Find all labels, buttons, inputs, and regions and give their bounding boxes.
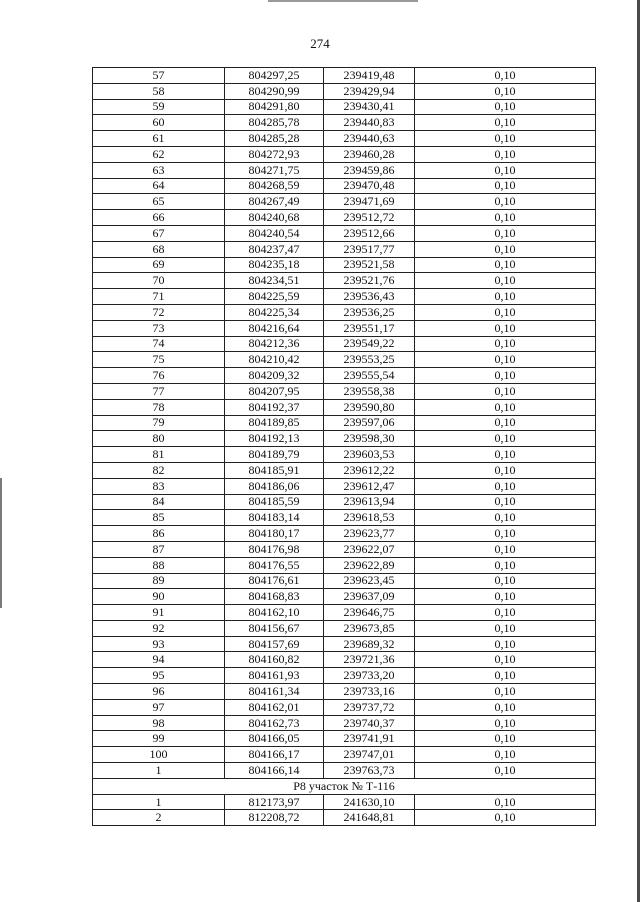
accuracy-cell: 0,10 xyxy=(415,747,596,763)
x-coordinate-cell: 804189,85 xyxy=(225,415,324,431)
table-row xyxy=(93,620,596,636)
point-number-cell: 78 xyxy=(93,399,225,415)
accuracy-cell: 0,10 xyxy=(415,557,596,573)
table-row xyxy=(93,273,596,289)
table-row xyxy=(93,494,596,510)
x-coordinate-cell: 804162,01 xyxy=(225,699,324,715)
y-coordinate-cell: 239763,73 xyxy=(324,763,415,779)
y-coordinate-cell: 241648,81 xyxy=(324,810,415,826)
x-coordinate-cell: 804234,51 xyxy=(225,273,324,289)
accuracy-cell: 0,10 xyxy=(415,99,596,115)
x-coordinate-cell: 804267,49 xyxy=(225,194,324,210)
point-number-cell: 58 xyxy=(93,83,225,99)
x-coordinate-cell: 804240,68 xyxy=(225,210,324,226)
accuracy-cell: 0,10 xyxy=(415,320,596,336)
y-coordinate-cell: 241630,10 xyxy=(324,794,415,810)
y-coordinate-cell: 239612,47 xyxy=(324,478,415,494)
point-number-cell: 79 xyxy=(93,415,225,431)
y-coordinate-cell: 239590,80 xyxy=(324,399,415,415)
x-coordinate-cell: 804285,78 xyxy=(225,115,324,131)
x-coordinate-cell: 804162,10 xyxy=(225,605,324,621)
x-coordinate-cell: 804240,54 xyxy=(225,225,324,241)
point-number-cell: 74 xyxy=(93,336,225,352)
y-coordinate-cell: 239622,89 xyxy=(324,557,415,573)
table-row xyxy=(93,810,596,826)
y-coordinate-cell: 239733,20 xyxy=(324,668,415,684)
page-number: 274 xyxy=(310,36,330,51)
x-coordinate-cell: 804210,42 xyxy=(225,352,324,368)
table-row xyxy=(93,320,596,336)
point-number-cell: 95 xyxy=(93,668,225,684)
y-coordinate-cell: 239521,58 xyxy=(324,257,415,273)
accuracy-cell: 0,10 xyxy=(415,494,596,510)
accuracy-cell: 0,10 xyxy=(415,573,596,589)
y-coordinate-cell: 239747,01 xyxy=(324,747,415,763)
point-number-cell: 62 xyxy=(93,146,225,162)
point-number-cell: 76 xyxy=(93,368,225,384)
table-row xyxy=(93,304,596,320)
table-row xyxy=(93,510,596,526)
point-number-cell: 84 xyxy=(93,494,225,510)
accuracy-cell: 0,10 xyxy=(415,83,596,99)
y-coordinate-cell: 239646,75 xyxy=(324,605,415,621)
accuracy-cell: 0,10 xyxy=(415,541,596,557)
point-number-cell: 60 xyxy=(93,115,225,131)
accuracy-cell: 0,10 xyxy=(415,794,596,810)
x-coordinate-cell: 804166,17 xyxy=(225,747,324,763)
table-row xyxy=(93,383,596,399)
point-number-cell: 88 xyxy=(93,557,225,573)
table-row xyxy=(93,652,596,668)
table-row xyxy=(93,541,596,557)
y-coordinate-cell: 239517,77 xyxy=(324,241,415,257)
y-coordinate-cell: 239470,48 xyxy=(324,178,415,194)
x-coordinate-cell: 804162,73 xyxy=(225,715,324,731)
table-row xyxy=(93,731,596,747)
point-number-cell: 93 xyxy=(93,636,225,652)
table-row xyxy=(93,478,596,494)
point-number-cell: 70 xyxy=(93,273,225,289)
x-coordinate-cell: 804168,83 xyxy=(225,589,324,605)
table-row xyxy=(93,668,596,684)
accuracy-cell: 0,10 xyxy=(415,652,596,668)
accuracy-cell: 0,10 xyxy=(415,257,596,273)
y-coordinate-cell: 239551,17 xyxy=(324,320,415,336)
y-coordinate-cell: 239553,25 xyxy=(324,352,415,368)
x-coordinate-cell: 804209,32 xyxy=(225,368,324,384)
point-number-cell: 89 xyxy=(93,573,225,589)
y-coordinate-cell: 239603,53 xyxy=(324,447,415,463)
y-coordinate-cell: 239471,69 xyxy=(324,194,415,210)
table-row xyxy=(93,747,596,763)
x-coordinate-cell: 804156,67 xyxy=(225,620,324,636)
point-number-cell: 92 xyxy=(93,620,225,636)
point-number-cell: 96 xyxy=(93,684,225,700)
point-number-cell: 75 xyxy=(93,352,225,368)
x-coordinate-cell: 804176,61 xyxy=(225,573,324,589)
y-coordinate-cell: 239733,16 xyxy=(324,684,415,700)
x-coordinate-cell: 804157,69 xyxy=(225,636,324,652)
x-coordinate-cell: 804192,37 xyxy=(225,399,324,415)
y-coordinate-cell: 239512,72 xyxy=(324,210,415,226)
x-coordinate-cell: 804176,98 xyxy=(225,541,324,557)
x-coordinate-cell: 804185,91 xyxy=(225,462,324,478)
point-number-cell: 80 xyxy=(93,431,225,447)
table-row xyxy=(93,99,596,115)
y-coordinate-cell: 239419,48 xyxy=(324,68,415,84)
x-coordinate-cell: 804160,82 xyxy=(225,652,324,668)
point-number-cell: 64 xyxy=(93,178,225,194)
x-coordinate-cell: 804291,80 xyxy=(225,99,324,115)
point-number-cell: 65 xyxy=(93,194,225,210)
point-number-cell: 69 xyxy=(93,257,225,273)
x-coordinate-cell: 804268,59 xyxy=(225,178,324,194)
x-coordinate-cell: 804285,28 xyxy=(225,131,324,147)
x-coordinate-cell: 804271,75 xyxy=(225,162,324,178)
x-coordinate-cell: 804272,93 xyxy=(225,146,324,162)
accuracy-cell: 0,10 xyxy=(415,699,596,715)
point-number-cell: 87 xyxy=(93,541,225,557)
accuracy-cell: 0,10 xyxy=(415,273,596,289)
point-number-cell: 90 xyxy=(93,589,225,605)
point-number-cell: 1 xyxy=(93,794,225,810)
point-number-cell: 81 xyxy=(93,447,225,463)
accuracy-cell: 0,10 xyxy=(415,589,596,605)
accuracy-cell: 0,10 xyxy=(415,668,596,684)
accuracy-cell: 0,10 xyxy=(415,241,596,257)
y-coordinate-cell: 239429,94 xyxy=(324,83,415,99)
table-row xyxy=(93,447,596,463)
point-number-cell: 2 xyxy=(93,810,225,826)
accuracy-cell: 0,10 xyxy=(415,336,596,352)
point-number-cell: 57 xyxy=(93,68,225,84)
x-coordinate-cell: 804176,55 xyxy=(225,557,324,573)
accuracy-cell: 0,10 xyxy=(415,731,596,747)
table-row xyxy=(93,526,596,542)
x-coordinate-cell: 812173,97 xyxy=(225,794,324,810)
accuracy-cell: 0,10 xyxy=(415,510,596,526)
point-number-cell: 73 xyxy=(93,320,225,336)
table-row xyxy=(93,336,596,352)
y-coordinate-cell: 239536,43 xyxy=(324,289,415,305)
accuracy-cell: 0,10 xyxy=(415,210,596,226)
table-row xyxy=(93,241,596,257)
accuracy-cell: 0,10 xyxy=(415,352,596,368)
accuracy-cell: 0,10 xyxy=(415,636,596,652)
point-number-cell: 85 xyxy=(93,510,225,526)
point-number-cell: 67 xyxy=(93,225,225,241)
point-number-cell: 72 xyxy=(93,304,225,320)
table-row xyxy=(93,146,596,162)
point-number-cell: 61 xyxy=(93,131,225,147)
table-row xyxy=(93,431,596,447)
x-coordinate-cell: 804235,18 xyxy=(225,257,324,273)
point-number-cell: 82 xyxy=(93,462,225,478)
accuracy-cell: 0,10 xyxy=(415,68,596,84)
y-coordinate-cell: 239741,91 xyxy=(324,731,415,747)
table-row xyxy=(93,399,596,415)
table-row xyxy=(93,763,596,779)
accuracy-cell: 0,10 xyxy=(415,383,596,399)
scan-top-rule xyxy=(268,0,418,2)
accuracy-cell: 0,10 xyxy=(415,810,596,826)
x-coordinate-cell: 804189,79 xyxy=(225,447,324,463)
y-coordinate-cell: 239440,83 xyxy=(324,115,415,131)
coordinates-table xyxy=(92,67,596,826)
x-coordinate-cell: 804207,95 xyxy=(225,383,324,399)
y-coordinate-cell: 239612,22 xyxy=(324,462,415,478)
point-number-cell: 99 xyxy=(93,731,225,747)
x-coordinate-cell: 804186,06 xyxy=(225,478,324,494)
accuracy-cell: 0,10 xyxy=(415,399,596,415)
x-coordinate-cell: 804185,59 xyxy=(225,494,324,510)
y-coordinate-cell: 239555,54 xyxy=(324,368,415,384)
y-coordinate-cell: 239521,76 xyxy=(324,273,415,289)
accuracy-cell: 0,10 xyxy=(415,115,596,131)
accuracy-cell: 0,10 xyxy=(415,526,596,542)
x-coordinate-cell: 804297,25 xyxy=(225,68,324,84)
x-coordinate-cell: 804180,17 xyxy=(225,526,324,542)
table-row xyxy=(93,257,596,273)
x-coordinate-cell: 804216,64 xyxy=(225,320,324,336)
table-row xyxy=(93,68,596,84)
table-row xyxy=(93,699,596,715)
table-row xyxy=(93,573,596,589)
y-coordinate-cell: 239623,45 xyxy=(324,573,415,589)
y-coordinate-cell: 239558,38 xyxy=(324,383,415,399)
accuracy-cell: 0,10 xyxy=(415,605,596,621)
table-row xyxy=(93,194,596,210)
accuracy-cell: 0,10 xyxy=(415,478,596,494)
table-row xyxy=(93,210,596,226)
point-number-cell: 66 xyxy=(93,210,225,226)
table-row xyxy=(93,715,596,731)
y-coordinate-cell: 239460,28 xyxy=(324,146,415,162)
table-row xyxy=(93,368,596,384)
table-row xyxy=(93,178,596,194)
x-coordinate-cell: 804290,99 xyxy=(225,83,324,99)
accuracy-cell: 0,10 xyxy=(415,194,596,210)
accuracy-cell: 0,10 xyxy=(415,368,596,384)
section-title: Р8 участок № Т-116 xyxy=(93,778,596,794)
point-number-cell: 71 xyxy=(93,289,225,305)
x-coordinate-cell: 804166,14 xyxy=(225,763,324,779)
y-coordinate-cell: 239613,94 xyxy=(324,494,415,510)
accuracy-cell: 0,10 xyxy=(415,225,596,241)
scan-left-edge-mark xyxy=(0,478,2,608)
y-coordinate-cell: 239737,72 xyxy=(324,699,415,715)
section-title-row xyxy=(93,778,596,794)
table-row xyxy=(93,352,596,368)
table-row xyxy=(93,794,596,810)
y-coordinate-cell: 239549,22 xyxy=(324,336,415,352)
y-coordinate-cell: 239623,77 xyxy=(324,526,415,542)
x-coordinate-cell: 804166,05 xyxy=(225,731,324,747)
accuracy-cell: 0,10 xyxy=(415,462,596,478)
x-coordinate-cell: 804225,34 xyxy=(225,304,324,320)
y-coordinate-cell: 239597,06 xyxy=(324,415,415,431)
accuracy-cell: 0,10 xyxy=(415,715,596,731)
accuracy-cell: 0,10 xyxy=(415,763,596,779)
accuracy-cell: 0,10 xyxy=(415,620,596,636)
y-coordinate-cell: 239618,53 xyxy=(324,510,415,526)
point-number-cell: 100 xyxy=(93,747,225,763)
y-coordinate-cell: 239673,85 xyxy=(324,620,415,636)
table-row xyxy=(93,557,596,573)
x-coordinate-cell: 804225,59 xyxy=(225,289,324,305)
coordinates-table-body xyxy=(93,68,596,826)
accuracy-cell: 0,10 xyxy=(415,415,596,431)
table-row xyxy=(93,115,596,131)
accuracy-cell: 0,10 xyxy=(415,289,596,305)
table-row xyxy=(93,636,596,652)
point-number-cell: 94 xyxy=(93,652,225,668)
accuracy-cell: 0,10 xyxy=(415,684,596,700)
point-number-cell: 98 xyxy=(93,715,225,731)
table-row xyxy=(93,462,596,478)
accuracy-cell: 0,10 xyxy=(415,178,596,194)
y-coordinate-cell: 239721,36 xyxy=(324,652,415,668)
point-number-cell: 59 xyxy=(93,99,225,115)
point-number-cell: 68 xyxy=(93,241,225,257)
accuracy-cell: 0,10 xyxy=(415,146,596,162)
x-coordinate-cell: 804212,36 xyxy=(225,336,324,352)
point-number-cell: 86 xyxy=(93,526,225,542)
point-number-cell: 63 xyxy=(93,162,225,178)
point-number-cell: 91 xyxy=(93,605,225,621)
y-coordinate-cell: 239430,41 xyxy=(324,99,415,115)
x-coordinate-cell: 804237,47 xyxy=(225,241,324,257)
accuracy-cell: 0,10 xyxy=(415,431,596,447)
y-coordinate-cell: 239598,30 xyxy=(324,431,415,447)
table-row xyxy=(93,83,596,99)
table-row xyxy=(93,289,596,305)
y-coordinate-cell: 239440,63 xyxy=(324,131,415,147)
accuracy-cell: 0,10 xyxy=(415,162,596,178)
table-row xyxy=(93,225,596,241)
table-row xyxy=(93,684,596,700)
y-coordinate-cell: 239689,32 xyxy=(324,636,415,652)
table-row xyxy=(93,605,596,621)
y-coordinate-cell: 239512,66 xyxy=(324,225,415,241)
x-coordinate-cell: 804161,93 xyxy=(225,668,324,684)
y-coordinate-cell: 239536,25 xyxy=(324,304,415,320)
y-coordinate-cell: 239459,86 xyxy=(324,162,415,178)
point-number-cell: 97 xyxy=(93,699,225,715)
accuracy-cell: 0,10 xyxy=(415,304,596,320)
table-row xyxy=(93,415,596,431)
point-number-cell: 83 xyxy=(93,478,225,494)
y-coordinate-cell: 239622,07 xyxy=(324,541,415,557)
accuracy-cell: 0,10 xyxy=(415,131,596,147)
table-row xyxy=(93,162,596,178)
y-coordinate-cell: 239740,37 xyxy=(324,715,415,731)
point-number-cell: 1 xyxy=(93,763,225,779)
table-row xyxy=(93,589,596,605)
y-coordinate-cell: 239637,09 xyxy=(324,589,415,605)
x-coordinate-cell: 804192,13 xyxy=(225,431,324,447)
x-coordinate-cell: 804183,14 xyxy=(225,510,324,526)
accuracy-cell: 0,10 xyxy=(415,447,596,463)
x-coordinate-cell: 812208,72 xyxy=(225,810,324,826)
point-number-cell: 77 xyxy=(93,383,225,399)
x-coordinate-cell: 804161,34 xyxy=(225,684,324,700)
table-row xyxy=(93,131,596,147)
